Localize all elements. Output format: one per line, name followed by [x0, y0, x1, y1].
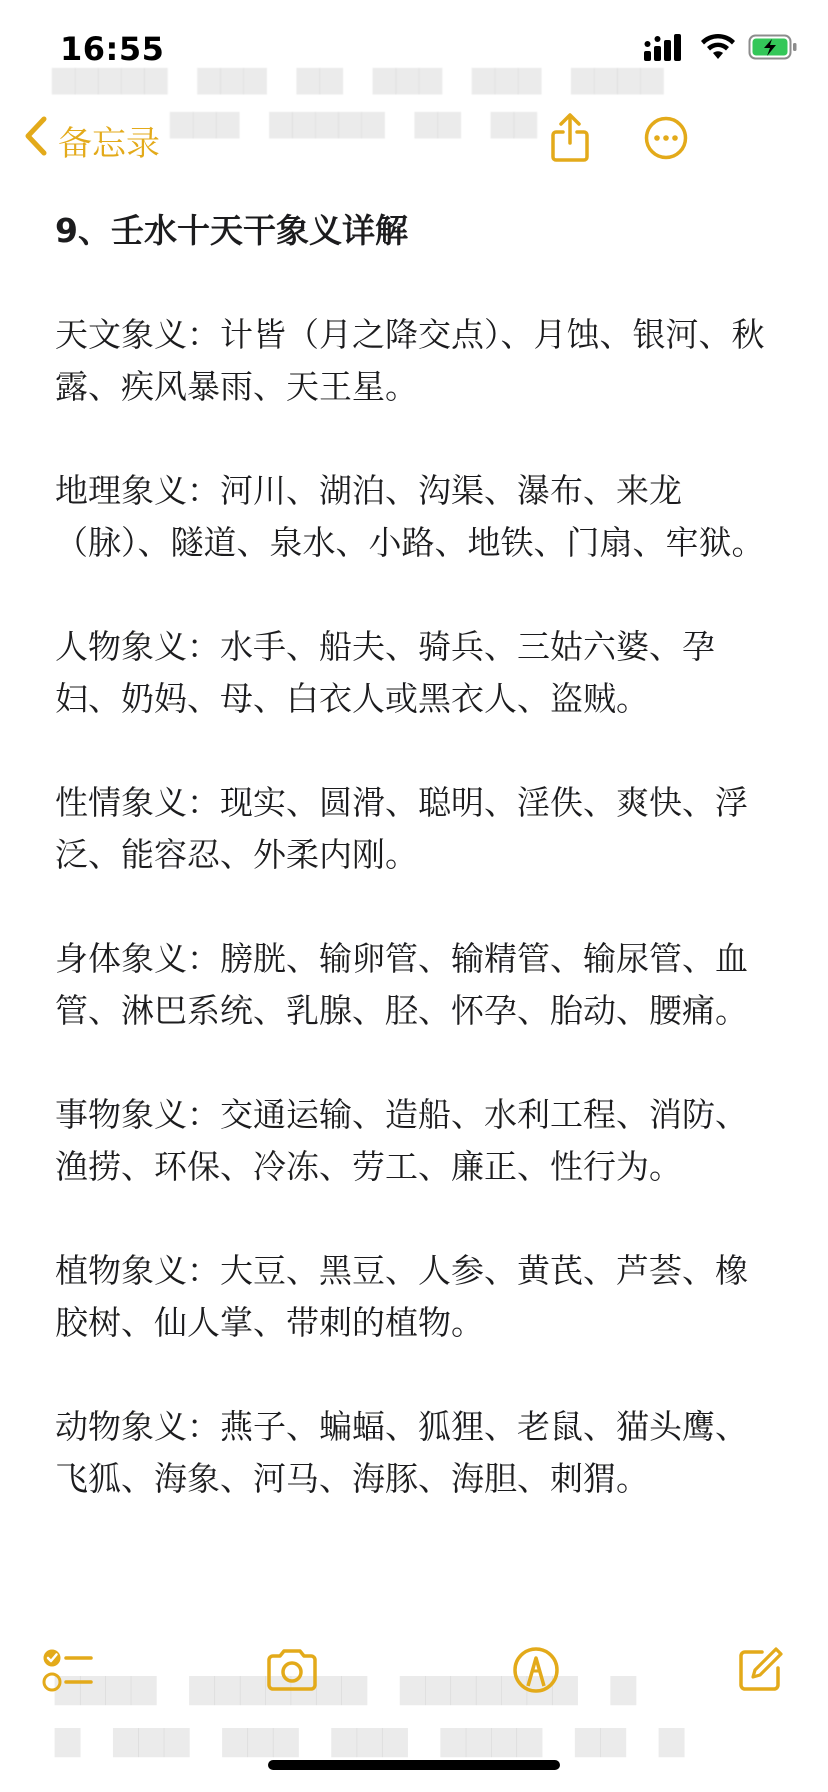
camera-icon [265, 1648, 319, 1696]
ghost-text: ▆▆▆ ▆▆▆▆▆ ▆▆ ▆▆ [170, 104, 537, 139]
note-paragraph-geography: 地理象义：河川、湖泊、沟渠、瀑布、来龙（脉）、隧道、泉水、小路、地铁、门扇、牢狱。 [55, 471, 765, 562]
back-button[interactable] [24, 110, 160, 170]
note-paragraph-people: 人物象义：水手、船夫、骑兵、三姑六婆、孕妇、奶妈、母、白衣人或黑衣人、盗贼。 [55, 627, 715, 718]
ellipsis-circle-icon [644, 116, 688, 164]
status-icons [644, 34, 798, 64]
markup-button[interactable] [504, 1640, 568, 1704]
note-paragraph-astronomy: 天文象义：计皆（月之降交点）、月蚀、银河、秋露、疾风暴雨、天王星。 [55, 315, 765, 406]
note-paragraph-body: 身体象义：膀胱、输卵管、输精管、输尿管、血管、淋巴系统、乳腺、胫、怀孕、胎动、腰痛。 [55, 939, 748, 1030]
share-button[interactable] [540, 110, 600, 170]
wifi-icon [700, 33, 736, 65]
more-options-button[interactable] [636, 110, 696, 170]
home-indicator[interactable] [268, 1760, 560, 1770]
note-paragraph-plants: 植物象义：大豆、黑豆、人参、黄芪、芦荟、橡胶树、仙人掌、带刺的植物。 [55, 1251, 748, 1342]
checklist-button[interactable] [36, 1640, 100, 1704]
compose-icon [736, 1646, 784, 1698]
chevron-left-icon [24, 116, 48, 165]
share-icon [550, 113, 590, 167]
ghost-text: ▆▆▆▆▆ ▆▆▆ ▆▆ ▆▆▆ ▆▆▆ ▆▆▆▆ [52, 60, 664, 95]
markup-pen-icon [512, 1646, 560, 1698]
note-paragraph-temperament: 性情象义：现实、圆滑、聪明、淫佚、爽快、浮泛、能容忍、外柔内刚。 [55, 783, 748, 874]
navigation-bar [0, 100, 828, 188]
back-label: 备忘录 [58, 123, 160, 164]
checklist-icon [42, 1646, 94, 1698]
ghost-text: ▆ ▆▆▆ ▆▆▆ ▆▆▆ ▆▆▆▆ ▆▆ ▆ [55, 1718, 685, 1757]
compose-button[interactable] [728, 1640, 792, 1704]
note-paragraph-animals: 动物象义：燕子、蝙蝠、狐狸、老鼠、猫头鹰、飞狐、海象、河马、海豚、海胆、刺猬。 [55, 1407, 748, 1498]
note-title: 9、壬水十天干象义详解 [55, 211, 408, 250]
battery-charging-icon [748, 33, 798, 65]
status-time: 16:55 [60, 30, 165, 68]
note-body[interactable] [55, 205, 775, 1557]
ghost-text: ▆▆▆▆ ▆▆▆▆▆▆▆ ▆▆▆▆▆▆▆ ▆ [55, 1666, 637, 1705]
camera-button[interactable] [260, 1640, 324, 1704]
note-paragraph-affairs: 事物象义：交通运输、造船、水利工程、消防、渔捞、环保、冷冻、劳工、廉正、性行为。 [55, 1095, 748, 1186]
bottom-toolbar [0, 1640, 828, 1724]
